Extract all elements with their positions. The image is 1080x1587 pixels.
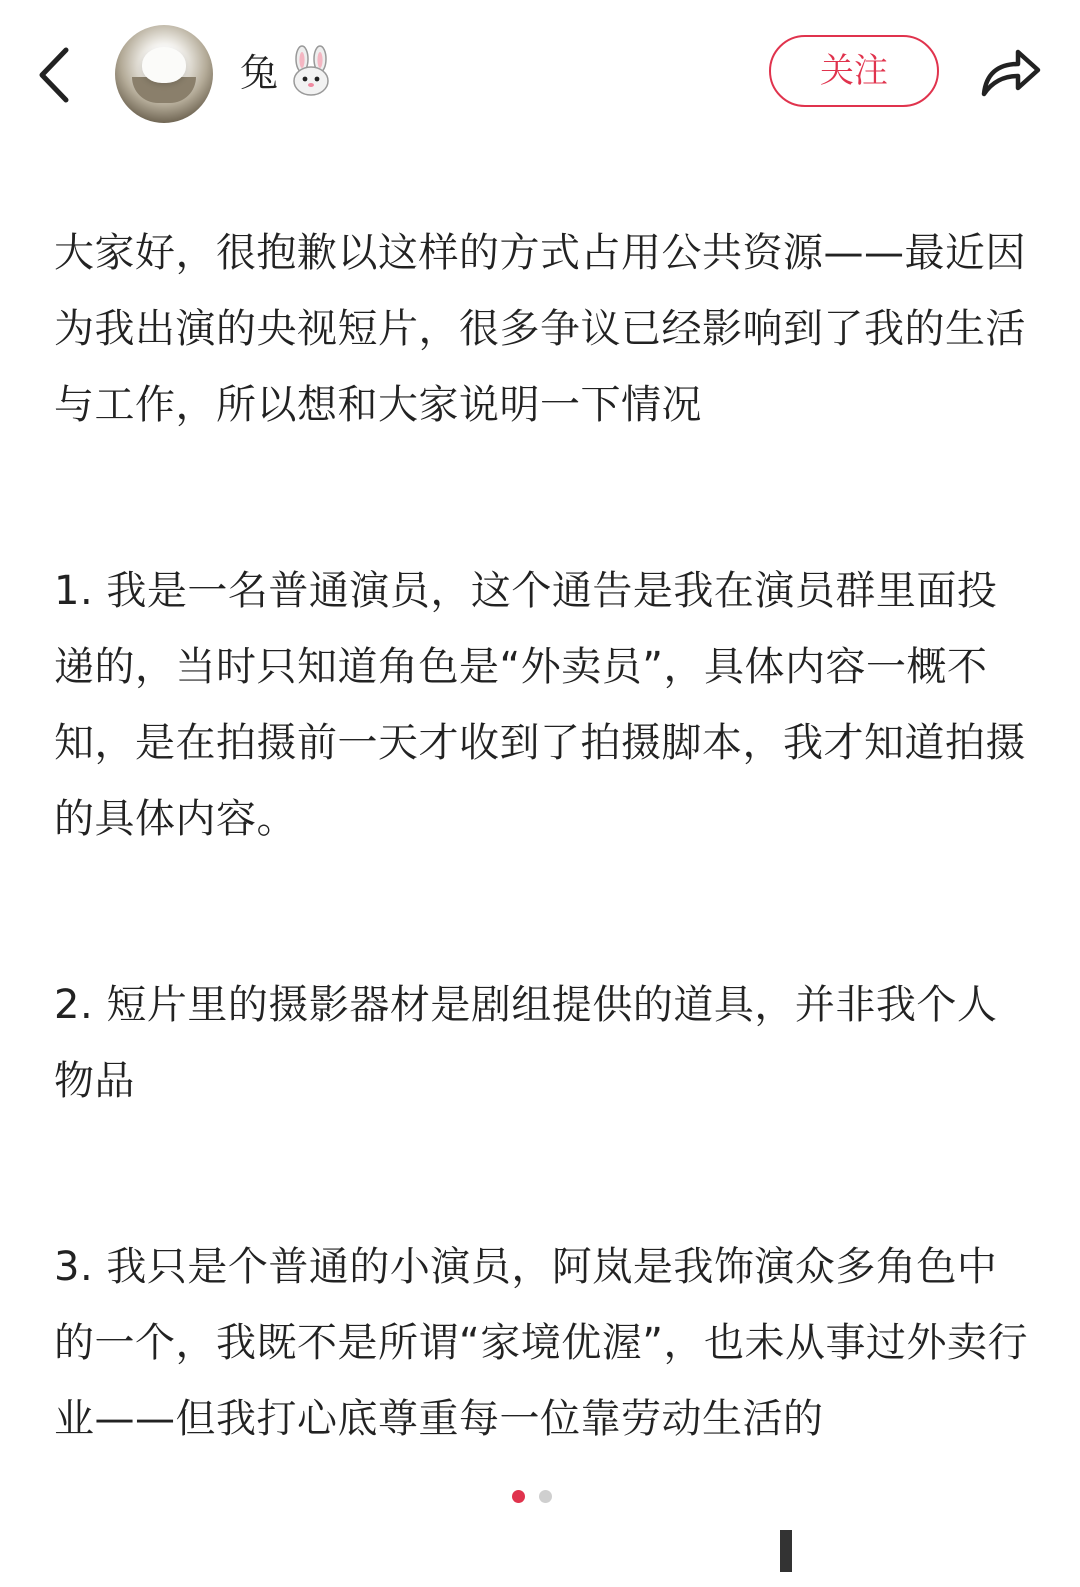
follow-button[interactable]: 关注 xyxy=(769,35,939,107)
post-paragraph-intro: 大家好，很抱歉以这样的方式占用公共资源——最近因为我出演的央视短片，很多争议已经影响到了我的生活与工作，所以想和大家说明一下情况 xyxy=(54,230,1026,428)
post-content xyxy=(54,215,1029,1457)
paragraph-spacer xyxy=(54,857,1029,967)
chevron-left-icon xyxy=(28,40,88,110)
pager-dot[interactable] xyxy=(539,1490,552,1503)
rabbit-icon xyxy=(288,45,334,97)
post-paragraph-2: 2. 短片里的摄影器材是剧组提供的道具，并非我个人物品 xyxy=(54,982,998,1104)
paragraph-spacer xyxy=(54,443,1029,553)
watermark-mark xyxy=(780,1530,792,1572)
back-button[interactable] xyxy=(28,40,88,110)
post-paragraph-1: 1. 我是一名普通演员，这个通告是我在演员群里面投递的，当时只知道角色是“外卖员”，具体内容一概不知，是在拍摄前一天才收到了拍摄脚本，我才知道拍摄的具体内容。 xyxy=(54,568,1026,842)
image-pager[interactable] xyxy=(512,1490,556,1504)
username[interactable]: 兔 xyxy=(240,51,279,95)
pager-dot-active[interactable] xyxy=(512,1490,525,1503)
watermark xyxy=(705,1515,1045,1575)
share-icon xyxy=(978,40,1044,102)
top-bar xyxy=(0,0,1080,150)
share-button[interactable] xyxy=(978,40,1044,102)
post-paragraph-3: 3. 我只是个普通的小演员，阿岚是我饰演众多角色中的一个，我既不是所谓“家境优渥”，也未从事过外卖行业——但我打心底尊重每一位靠劳动生活的 xyxy=(54,1244,1028,1442)
avatar[interactable] xyxy=(115,25,213,123)
avatar-cat xyxy=(142,47,186,83)
paragraph-spacer xyxy=(54,1119,1029,1229)
